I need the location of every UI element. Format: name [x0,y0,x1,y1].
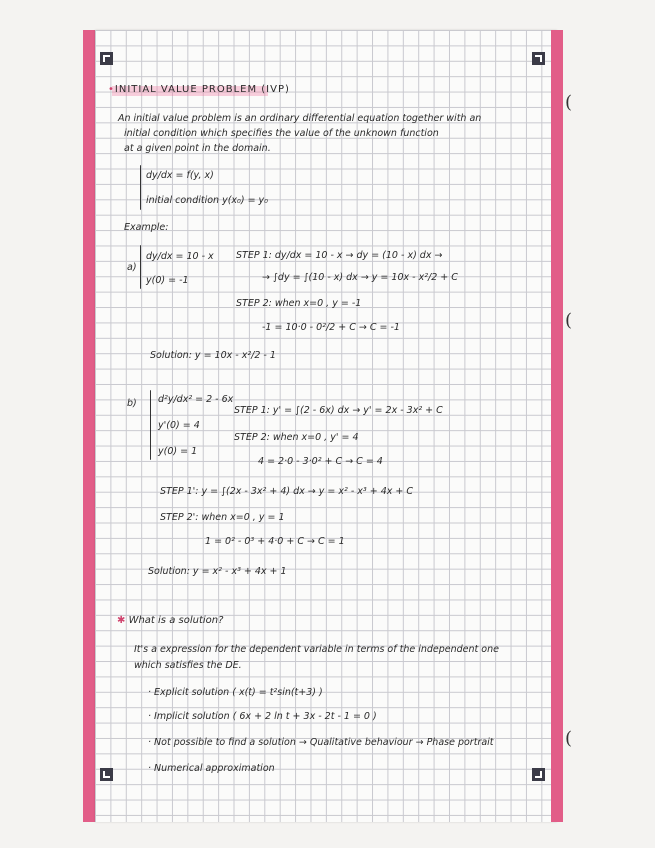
bullet-item: · Explicit solution ( x(t) = t²sin(t+3) ) [148,687,323,698]
example-a-step1: STEP 1: dy/dx = 10 - x → dy = (10 - x) dx → [236,250,443,261]
binder-ring-mark: ( [565,92,573,113]
example-a-label: a) [127,262,137,273]
example-b-solution: Solution: y = x² - x³ + 4x + 1 [148,566,287,577]
corner-marker-bottom-left [100,768,113,781]
example-a-step2-calc: -1 = 10·0 - 0²/2 + C → C = -1 [262,322,400,333]
example-b-brace [150,390,151,460]
example-a-solution: Solution: y = 10x - x²/2 - 1 [150,350,276,361]
example-b-step1-prime: STEP 1': y = ∫(2x - 3x² + 4) dx → y = x² - x³ + 4x + C [160,486,414,497]
flower-icon: ✱ [117,615,126,626]
example-a-equation: dy/dx = 10 - x [146,251,214,262]
example-b-step2: STEP 2: when x=0 , y' = 4 [234,432,359,443]
example-a-step1-cont: → ∫dy = ∫(10 - x) dx → y = 10x - x²/2 + C [262,272,458,283]
example-a-step2: STEP 2: when x=0 , y = -1 [236,298,362,309]
bullet-item: · Implicit solution ( 6x + 2 ln t + 3x - 2t - 1 = 0 ) [148,711,377,722]
left-pink-margin [83,30,95,822]
example-b-step2-prime: STEP 2': when x=0 , y = 1 [160,512,285,523]
example-b-initial-2: y(0) = 1 [158,446,198,457]
system-initial-condition: initial condition y(x₀) = y₀ [146,195,268,206]
solution-question [117,615,223,626]
example-b-step1: STEP 1: y' = ∫(2 - 6x) dx → y' = 2x - 3x² + C [234,405,443,416]
corner-marker-top-right [532,52,545,65]
bullet-item: · Not possible to find a solution → Qualitative behaviour → Phase portrait [148,737,494,748]
binder-ring-mark: ( [565,310,573,331]
example-b-step2-calc: 4 = 2·0 - 3·0² + C → C = 4 [258,456,383,467]
bullet-item: · Numerical approximation [148,763,275,774]
example-a-initial: y(0) = -1 [146,275,189,286]
example-b-initial-1: y'(0) = 4 [158,420,200,431]
definition-line-2: initial condition which specifies the value of the unknown function [124,128,439,139]
solution-question-text: What is a solution? [128,615,224,626]
corner-marker-bottom-right [532,768,545,781]
definition-line-1: An initial value problem is an ordinary differential equation together with an [118,113,482,124]
example-b-step2-prime-calc: 1 = 0² - 0³ + 4·0 + C → C = 1 [205,536,345,547]
example-b-label: b) [127,398,137,409]
corner-marker-top-left [100,52,113,65]
definition-line-3: at a given point in the domain. [124,143,271,154]
page-title: •INITIAL VALUE PROBLEM (IVP) [108,84,290,95]
solution-text-line-1: It's a expression for the dependent variable in terms of the independent one [134,644,499,655]
system-equation: dy/dx = f(y, x) [146,170,214,181]
example-label: Example: [124,222,169,233]
example-a-brace [140,245,141,289]
binder-ring-mark: ( [565,728,573,749]
example-b-equation: d²y/dx² = 2 - 6x [158,394,234,405]
system-brace [140,165,141,210]
right-pink-margin [551,30,563,822]
solution-text-line-2: which satisfies the DE. [134,660,242,671]
